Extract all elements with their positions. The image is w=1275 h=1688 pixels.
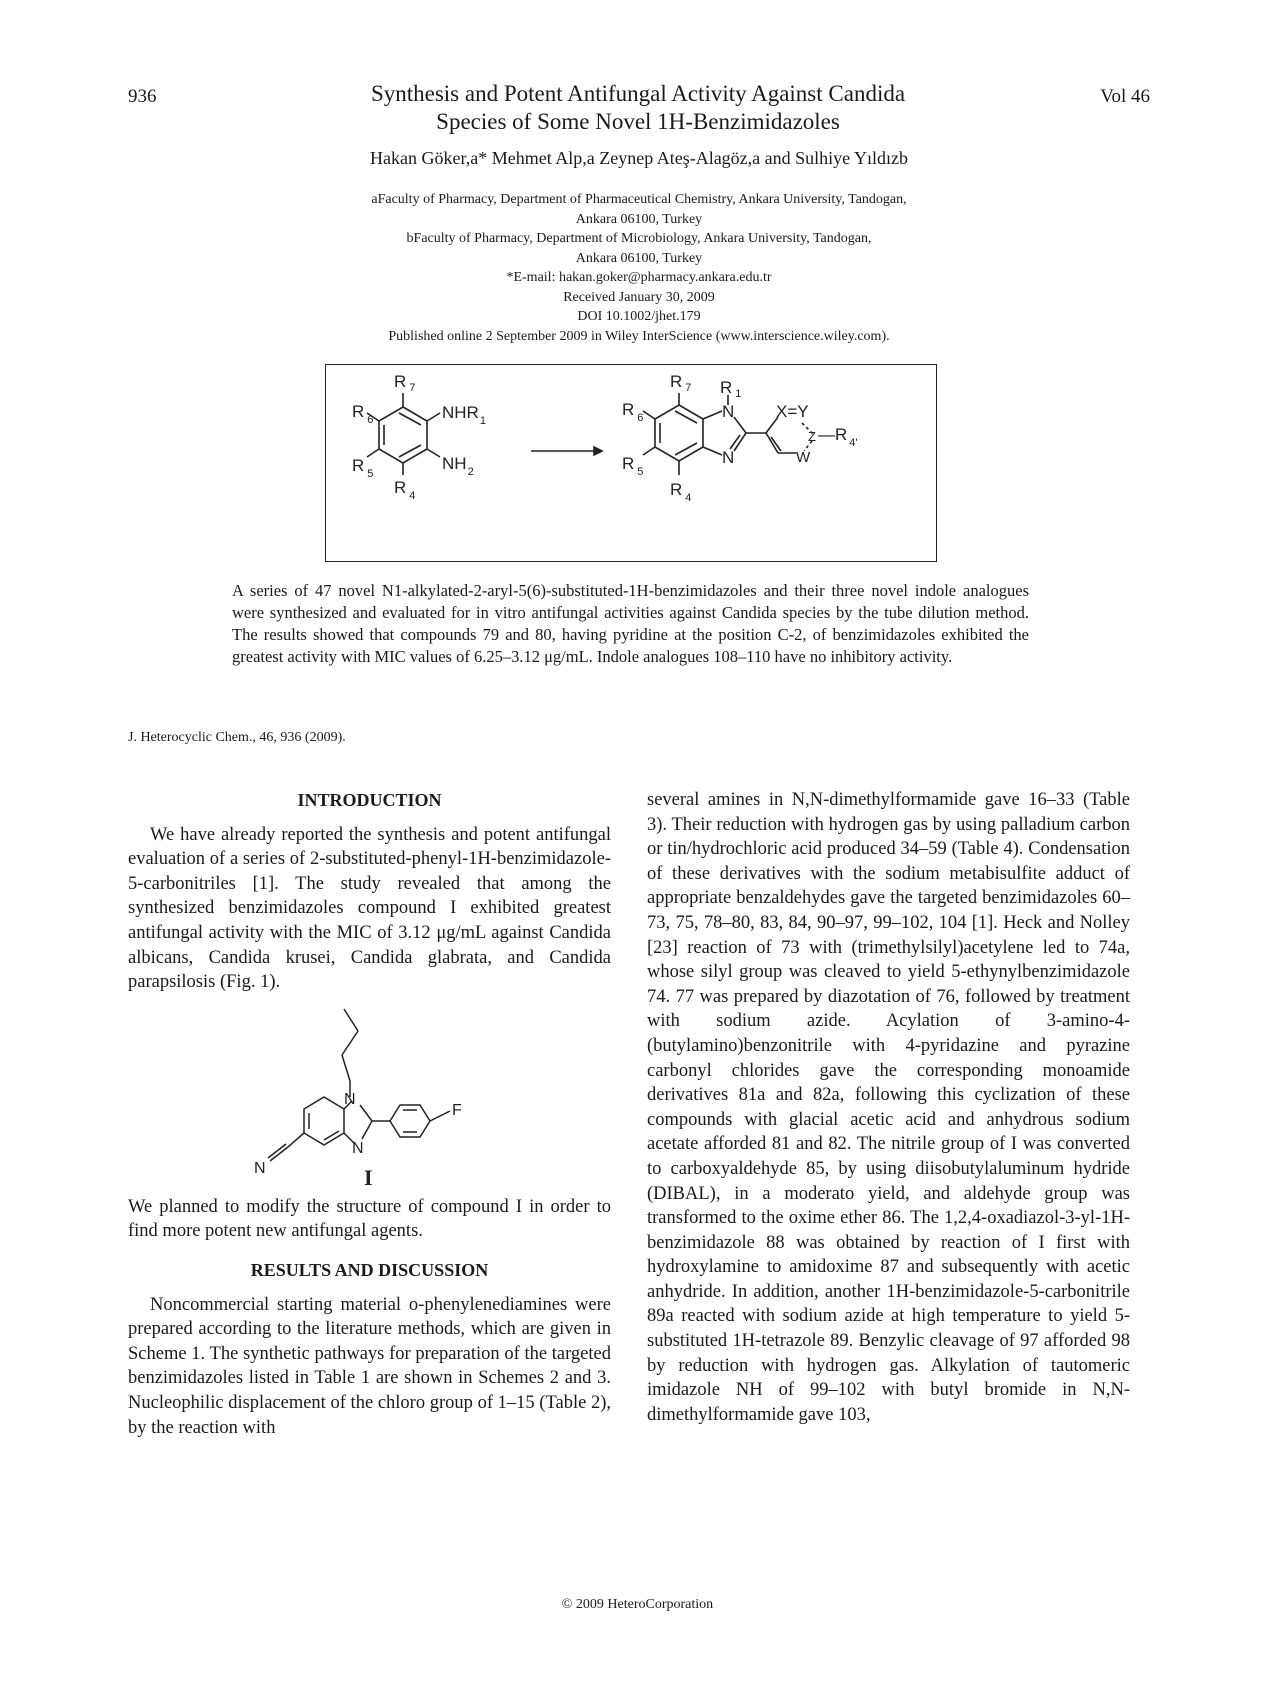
affiliation-line: Ankara 06100, Turkey xyxy=(575,211,703,227)
author-list: Hakan Göker,a* Mehmet Alp,a Zeynep Ateş-Alagöz,a and Sulhiye Yıldızb xyxy=(370,148,908,168)
email-line: *E-mail: hakan.goker@pharmacy.ankara.edu.tr xyxy=(506,270,772,285)
label-r7: R $_7$ xyxy=(394,372,416,394)
intro-paragraph-2: We planned to modify the structure of compound I in order to find more potent new antifungal agents. xyxy=(128,1196,611,1242)
left-column xyxy=(128,788,611,1440)
label-product-r6: R $_6$ xyxy=(622,400,644,424)
label-product-r4: R $_4$ xyxy=(670,480,692,504)
label-r4: R $_4$ xyxy=(394,478,416,502)
benzimidazole-benzene-ring xyxy=(304,1097,344,1145)
results-heading: RESULTS AND DISCUSSION xyxy=(250,1259,489,1280)
journal-citation: J. Heterocyclic Chem., 46, 936 (2009). xyxy=(128,730,346,745)
introduction-heading: INTRODUCTION xyxy=(297,790,442,810)
intro-paragraph-1: We have already reported the synthesis and potent antifungal evaluation of a series of 2-substituted-phenyl-1H-benzimidazole-5-carbonitriles [1]. The study revealed that among the synthesized benzimidazoles compound I exhibited greatest antifungal activity with the MIC of 3.12 μg/mL against Candida albicans, Candida krusei, Candida glabrata, and Candida parapsilosis (Fig. 1). xyxy=(128,824,611,993)
fig-label-nitrile-n: N xyxy=(253,1159,266,1177)
label-r5: R $_5$ xyxy=(352,456,374,480)
abstract-text: A series of 47 novel N1-alkylated-2-aryl-5(6)-substituted-1H-benzimidazoles and their three novel indole analogues were synthesized and evaluated for in vitro antifungal activities against Candida species by the tube dilution method. The results showed that compounds 79 and 80, having pyridine at the position C-2, of benzimidazoles exhibited the greatest activity with MIC values of 6.25–3.12 μg/mL. Indole analogues 108–110 have no inhibitory activity. xyxy=(232,581,1029,666)
reaction-scheme-svg xyxy=(326,365,935,560)
label-r4-prime: —R $_{4'}$ xyxy=(818,425,858,449)
label-z: Z xyxy=(808,429,816,444)
doi-line: DOI 10.1002/jhet.179 xyxy=(577,309,701,324)
label-xy: X=Y xyxy=(776,402,809,421)
label-n-top: N xyxy=(722,402,735,421)
label-product-r5: R $_5$ xyxy=(622,454,644,478)
title-line-1: Synthesis and Potent Antifungal Activity Against Candida xyxy=(370,81,906,106)
right-column xyxy=(647,788,1130,1427)
label-n-bottom: N xyxy=(722,448,735,467)
label-nh2: $NH_2$ xyxy=(442,454,474,478)
copyright-footer: © 2009 HeteroCorporation xyxy=(561,1597,714,1612)
volume-label: Vol 46 xyxy=(1100,86,1150,107)
affiliations xyxy=(128,190,1150,346)
fig-label-n-top: N xyxy=(343,1090,356,1108)
compound-label: I xyxy=(363,1164,373,1190)
published-line: Published online 2 September 2009 in Wiley InterScience (www.interscience.wiley.com). xyxy=(388,328,890,344)
fig-label-n-bottom: N xyxy=(351,1139,364,1157)
affiliation-line: bFaculty of Pharmacy, Department of Microbiology, Ankara University, Tandogan, xyxy=(406,231,872,246)
affiliation-line: aFaculty of Pharmacy, Department of Pharmaceutical Chemistry, Ankara University, Tandogan, xyxy=(371,192,907,207)
fig-label-fluorine: F xyxy=(451,1101,462,1119)
received-date: Received January 30, 2009 xyxy=(563,289,715,305)
label-product-r1: R $_1$ xyxy=(720,378,742,400)
title-line-2: Species of Some Novel 1H-Benzimidazoles xyxy=(436,109,840,134)
compound-i-structure xyxy=(240,1001,500,1191)
label-r6: R $_6$ xyxy=(352,402,374,426)
label-nhr1: $NHR_1$ xyxy=(442,403,486,427)
label-product-r7: R $_7$ xyxy=(670,372,692,394)
affiliation-line: Ankara 06100, Turkey xyxy=(575,250,703,266)
page-header xyxy=(128,80,1150,134)
page-number: 936 xyxy=(128,86,157,107)
graphical-abstract-scheme xyxy=(325,364,937,562)
right-column-paragraph: several amines in N,N-dimethylformamide gave 16–33 (Table 3). Their reduction with hydrogen gas by using palladium carbon or tin/hydrochloric acid produced 34–59 (Table 4). Condensation of these derivatives with the sodium metabisulfite adduct of appropriate benzaldehydes gave the targeted benzimidazoles 60–73, 75, 78–80, 83, 84, 90–97, 99–102, 104 [1]. Heck and Nolley [23] reaction of 73 with (trimethylsilyl)acetylene led to 74a, whose silyl group was cleaved to yield 5-ethynylbenzimidazole 74. 77 was prepared by diazotation of 76, followed by treatment with sodium azide. Acylation of 3-amino-4-(butylamino)benzonitrile with 4-pyridazine and pyrazine carbonyl chlorides gave the corresponding monoamide derivatives 81a and 82a, following this cyclization of these compounds with glacial acetic acid and anhydrous sodium acetate afforded 81 and 82. The nitrile group of I was converted to carboxyaldehyde 85, by using diisobutylaluminum hydride (DIBAL), in a moderato yield, and aldehyde group was transformed to the oxime ether 86. The 1,2,4-oxadiazol-3-yl-1H-benzimidazole 88 was obtained by reaction of I first with hydroxylamine to amidoxime 87 and subsequently with acetic anhydride. In addition, another 1H-benzimidazole-5-carbonitrile 89a reacted with sodium azide at high temperature to yield 5-substituted 1H-tetrazole 89. Benzylic cleavage of 97 afforded 98 by reduction with hydrogen gas. Alkylation of tautomeric imidazole NH of 99–102 with butyl bromide in N,N-dimethylformamide gave 103, xyxy=(647,790,1130,1425)
results-paragraph-1: Noncommercial starting material o-phenylenediamines were prepared according to the literature methods, which are given in Scheme 1. The synthetic pathways for preparation of the targeted benzimidazoles listed in Table 1 are shown in Schemes 2 and 3. Nucleophilic displacement of the chloro group of 1–15 (Table 2), by the reaction with xyxy=(128,1294,611,1438)
article-title xyxy=(288,80,988,136)
label-w: W xyxy=(796,449,811,466)
